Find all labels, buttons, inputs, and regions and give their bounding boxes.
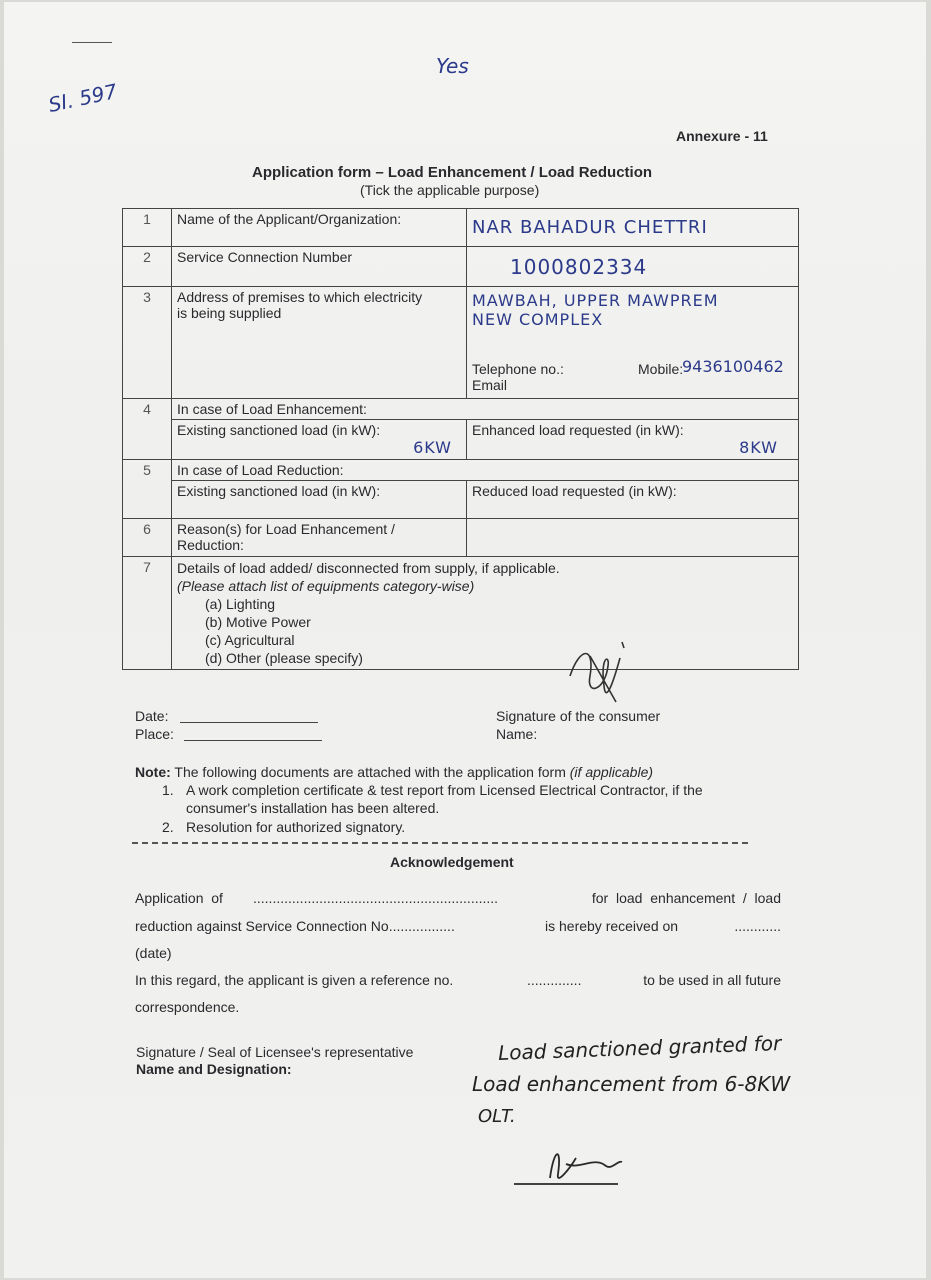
existing-load-label: Existing sanctioned load (in kW): [177, 422, 381, 438]
ack-line4-a: In this regard, the applicant is given a reference no. [135, 972, 454, 988]
row-number: 4 [123, 399, 172, 460]
row-number: 1 [123, 209, 172, 247]
row-number: 5 [123, 460, 172, 519]
ack-line4-b: to be used in all future [643, 972, 781, 988]
ack-line2-dots: ................. [388, 918, 455, 934]
ack-line2-a: reduction against Service Connection No [135, 918, 389, 934]
load-category-item: (a) Lighting [205, 596, 276, 612]
load-details-line1: Details of load added/ disconnected from supply, if applicable. [177, 560, 560, 576]
licensee-signature-label: Signature / Seal of Licensee's representative [136, 1044, 414, 1060]
serial-note: SI. 597 [46, 79, 120, 117]
licensee-name-label: Name and Designation: [136, 1061, 292, 1077]
ack-line5: correspondence. [135, 999, 240, 1015]
address-cell [467, 287, 799, 399]
address-value-line2: NEW COMPLEX [472, 310, 604, 329]
table-row [123, 481, 799, 519]
contact-block [472, 357, 784, 393]
date-label: Date: [135, 708, 169, 724]
document-sheet [4, 2, 926, 1278]
ack-line4 [135, 972, 781, 988]
ack-line1-a: Application of [135, 890, 223, 906]
form-subtitle: (Tick the applicable purpose) [360, 182, 540, 198]
note-item1-b: consumer's installation has been altered. [186, 800, 440, 816]
ack-line2-dots2: ............ [734, 918, 781, 934]
application-table [122, 208, 799, 670]
address-label-cell [172, 287, 467, 399]
existing-load-value: 6KW [413, 438, 452, 457]
ack-line1-dots: ............................................................... [253, 890, 499, 906]
handwritten-note-line1: Load sanctioned granted for [497, 1031, 782, 1065]
load-enhancement-heading: In case of Load Enhancement: [172, 399, 799, 420]
address-label-line1: Address of premises to which electricity [177, 289, 423, 305]
row-number: 6 [123, 519, 172, 557]
table-row [123, 287, 799, 399]
form-title: Application form – Load Enhancement / Load Reduction [252, 164, 653, 181]
load-category-item: (d) Other (please specify) [205, 650, 363, 666]
address-value-line1: MAWBAH, UPPER MAWPREM [472, 291, 719, 310]
enhanced-load-cell [467, 420, 799, 460]
email-label: Email [472, 377, 508, 393]
row-number: 7 [123, 557, 172, 670]
table-row [123, 557, 799, 670]
enhanced-load-value: 8KW [739, 438, 778, 457]
reason-label-line1: Reason(s) for Load Enhancement / [177, 521, 395, 537]
annexure-label: Annexure - 11 [676, 128, 768, 144]
load-details-cell [172, 557, 799, 670]
reason-label-cell [172, 519, 467, 557]
load-details-line2: (Please attach list of equipments category-wise) [177, 578, 475, 594]
place-label: Place: [135, 726, 174, 742]
applicant-name-label: Name of the Applicant/Organization: [172, 209, 467, 247]
official-signature [510, 1138, 630, 1194]
cut-line-divider [132, 842, 748, 844]
ack-line4-dots: .............. [527, 972, 582, 988]
enhanced-load-label: Enhanced load requested (in kW): [472, 422, 684, 438]
consumer-signature-label: Signature of the consumer [496, 708, 661, 724]
note-paren: (if applicable) [569, 764, 654, 780]
row-number: 2 [123, 247, 172, 287]
load-category-item: (c) Agricultural [205, 632, 295, 648]
handwritten-note-line3: OLT. [478, 1106, 516, 1127]
ack-line1-b: for load enhancement / load [591, 890, 781, 906]
top-left-scribble [72, 42, 112, 43]
table-row [123, 519, 799, 557]
place-line [184, 740, 322, 741]
service-connection-cell [467, 247, 799, 287]
date-line [180, 722, 318, 723]
ack-line2 [135, 918, 781, 934]
consumer-signature [560, 636, 640, 714]
telephone-label: Telephone no.: [472, 361, 564, 377]
note-item2: Resolution for authorized signatory. [186, 819, 406, 835]
ack-line3: (date) [135, 945, 172, 961]
note-line [135, 764, 653, 780]
consumer-name-label: Name: [496, 726, 538, 742]
table-row [123, 420, 799, 460]
ack-line2-b: is hereby received on [545, 918, 679, 934]
yes-note: Yes [436, 54, 469, 78]
table-row [123, 399, 799, 420]
service-connection-label: Service Connection Number [172, 247, 467, 287]
acknowledgement-title: Acknowledgement [390, 854, 514, 870]
ack-line1 [135, 890, 781, 906]
reduction-existing-label: Existing sanctioned load (in kW): [172, 481, 467, 519]
applicant-name-value: NAR BAHADUR CHETTRI [472, 217, 708, 238]
mobile-value: 9436100462 [682, 357, 784, 376]
existing-load-cell [172, 420, 467, 460]
note-item1-num: 1. [162, 782, 174, 798]
reduction-requested-label: Reduced load requested (in kW): [467, 481, 799, 519]
note-label: Note: [135, 764, 171, 780]
table-row [123, 209, 799, 247]
table-row [123, 247, 799, 287]
reason-label-line2: Reduction: [177, 537, 244, 553]
note-item2-num: 2. [162, 819, 174, 835]
reason-value-cell [467, 519, 799, 557]
table-row [123, 460, 799, 481]
note-text: The following documents are attached with the application form [174, 764, 566, 780]
note-item1-a: A work completion certificate & test report from Licensed Electrical Contractor, if the [186, 782, 703, 798]
load-category-item: (b) Motive Power [205, 614, 311, 630]
row-number: 3 [123, 287, 172, 399]
applicant-name-cell [467, 209, 799, 247]
address-label-line2: is being supplied [177, 305, 282, 321]
load-reduction-heading: In case of Load Reduction: [172, 460, 799, 481]
handwritten-note-line2: Load enhancement from 6-8KW [472, 1072, 791, 1096]
mobile-label: Mobile: [638, 361, 684, 377]
service-connection-value: 1000802334 [510, 255, 648, 279]
